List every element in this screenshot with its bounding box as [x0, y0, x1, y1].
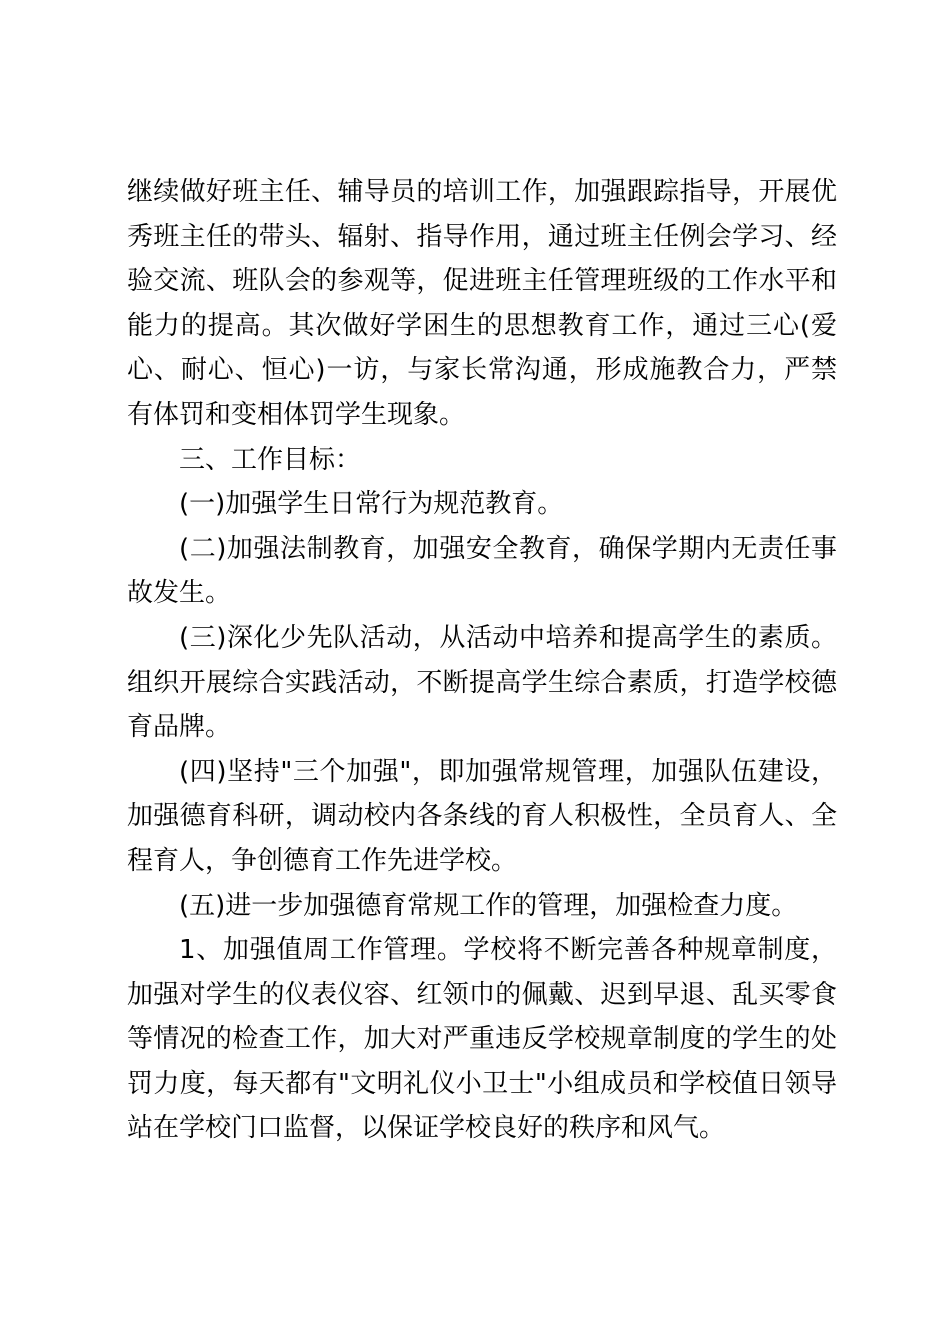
- goal-item-2: (二)加强法制教育，加强安全教育，确保学期内无责任事故发生。: [127, 533, 837, 609]
- subitem-duty-week-management: 1、加强值周工作管理。学校将不断完善各种规章制度，加强对学生的仪表仪容、红领巾的佩戴、迟到早退、乱买零食等情况的检查工作，加大对严重违反学校规章制度的学生的处罚力度，每天都有"文明礼仪小卫士"小组成员和学校值日领导站在学校门口监督，以保证学校良好的秩序和风气。: [127, 935, 837, 1144]
- paragraph-class-teacher-training: 继续做好班主任、辅导员的培训工作，加强跟踪指导，开展优秀班主任的带头、辐射、指导作用，通过班主任例会学习、经验交流、班队会的参观等，促进班主任管理班级的工作水平和能力的提高。其次做好学困生的思想教育工作，通过三心(爱心、耐心、恒心)一访，与家长常沟通，形成施教合力，严禁有体罚和变相体罚学生现象。: [127, 177, 837, 430]
- goal-item-3: (三)深化少先队活动，从活动中培养和提高学生的素质。组织开展综合实践活动，不断提高学生综合素质，打造学校德育品牌。: [127, 622, 837, 743]
- goal-item-4: (四)坚持"三个加强"，即加强常规管理，加强队伍建设，加强德育科研，调动校内各条线的育人积极性，全员育人、全程育人，争创德育工作先进学校。: [127, 756, 837, 876]
- goal-item-1: (一)加强学生日常行为规范教育。: [179, 489, 564, 520]
- goal-item-5: (五)进一步加强德育常规工作的管理，加强检查力度。: [179, 890, 798, 921]
- document-body: [127, 170, 837, 1151]
- heading-work-goals: 三、工作目标：: [179, 444, 362, 475]
